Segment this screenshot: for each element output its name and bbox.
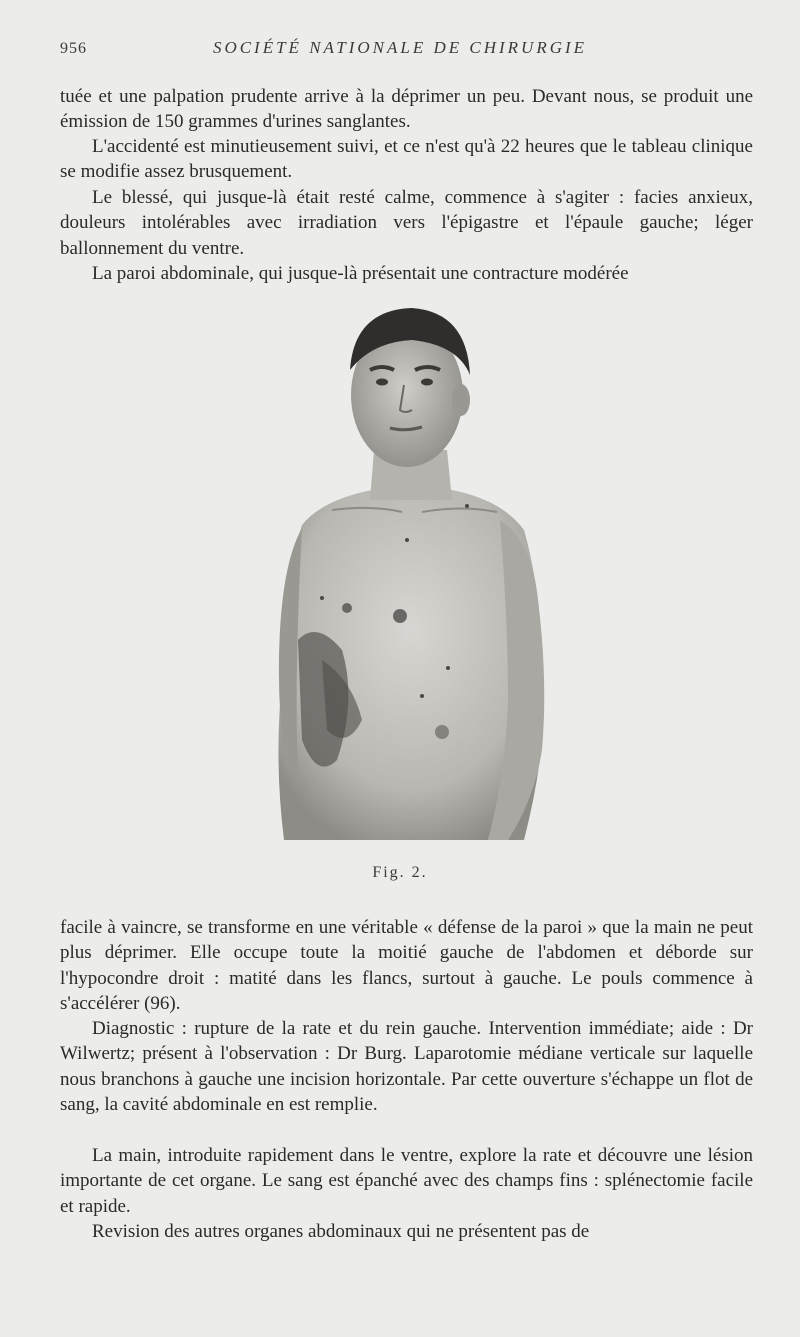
paragraph: La main, introduite rapidement dans le ventre, explore la rate et découvre une lésion importante de cet organe. Le sang est épanché avec des champs fins : splénectomie facile et rapide. (60, 1145, 753, 1217)
page-number: 956 (60, 40, 87, 57)
paragraph: Revision des autres organes abdominaux qui ne présentent pas de (92, 1221, 590, 1242)
paragraph: facile à vaincre, se transforme en une véritable « défense de la paroi » que la main ne peut plus déprimer. Elle occupe toute la moitié gauche de l'abdomen et déborde sur l'hypocondre droit : matité dans les flancs, surtout à gauche. Le pouls commence à s'accélérer (96). (60, 917, 753, 1015)
paragraph: L'accidenté est minutieusement suivi, et ce n'est qu'à 22 heures que le tableau clinique se modifie assez brusquement. (60, 136, 753, 183)
paragraph: tuée et une palpation prudente arrive à la déprimer un peu. Devant nous, se produit une émission de 150 grammes d'urines sanglantes. (60, 86, 753, 133)
patient-photograph (262, 300, 562, 848)
paragraph: La paroi abdominale, qui jusque-là présentait une contracture modérée (92, 263, 629, 284)
running-title: SOCIÉTÉ NATIONALE DE CHIRURGIE (212, 38, 588, 57)
paragraph: Diagnostic : rupture de la rate et du rein gauche. Intervention immédiate; aide : Dr Wilwertz; présent à l'observation : Dr Burg. Laparotomie médiane verticale sur laquelle nous branchons à gauche une incision horizontale. Par cette ouverture s'échappe un flot de sang, la cavité abdominale en est remplie. (60, 1018, 753, 1116)
figure-caption: Fig. 2. (372, 864, 428, 881)
paragraph: Le blessé, qui jusque-là était resté calme, commence à s'agiter : facies anxieux, douleurs intolérables avec irradiation vers l'épigastre et l'épaule gauche; léger ballonnement du ventre. (60, 187, 753, 259)
